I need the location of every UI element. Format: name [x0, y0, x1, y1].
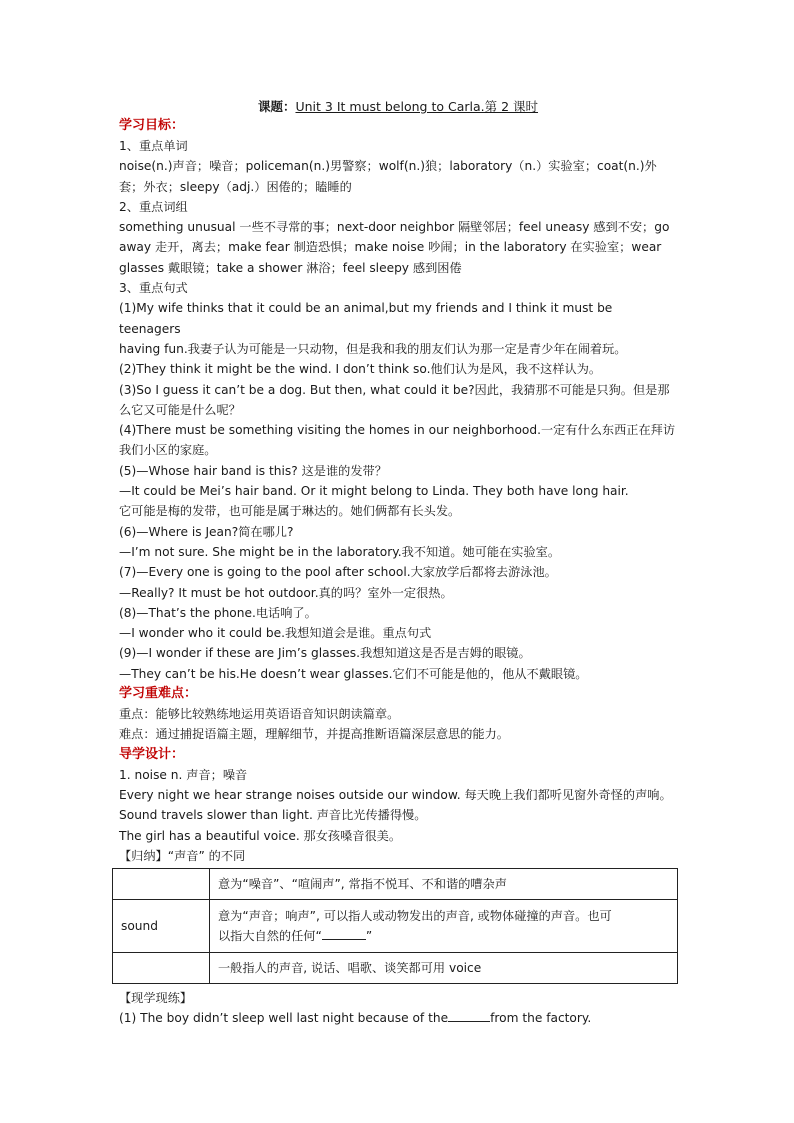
sentence-line: having fun.我妻子认为可能是一只动物，但是我和我的朋友们认为那一定是青少年在闹着玩。 — [119, 341, 627, 356]
question-text: (1) The boy didn’t sleep well last night because of the — [119, 1011, 449, 1026]
title-prefix: 课题： — [257, 99, 296, 114]
key-words-line: 套；外衣；sleepy（adj.）困倦的；瞌睡的 — [119, 179, 352, 194]
table-row — [113, 953, 678, 984]
key-phrases-line: glasses 戴眼镜；take a shower 淋浴；feel sleepy 感到困倦 — [119, 260, 462, 275]
cell-text: 以指大自然的任何“ — [218, 929, 322, 944]
table-cell — [113, 869, 210, 900]
practice-label: 【现学现练】 — [119, 991, 193, 1006]
example-sentence: Every night we hear strange noises outside our window. 每天晚上我们都听见窗外奇怪的声响。 — [119, 787, 672, 802]
table-row — [113, 900, 678, 953]
key-words-title: 1、重点单词 — [119, 139, 188, 153]
key-phrases-line: away 走开，离去；make fear 制造恐惧；make noise 吵闹；in the laboratory 在实验室；wear — [119, 240, 662, 255]
example-sentence: The girl has a beautiful voice. 那女孩嗓音很美。 — [119, 828, 402, 843]
lesson-title — [119, 98, 677, 116]
key-sentences-title: 3、重点句式 — [119, 281, 188, 296]
sentence-line: (2)They think it might be the wind. I don’t think so.他们认为是风，我不这样认为。 — [119, 362, 602, 377]
sentence-line: (6)—Where is Jean?简在哪儿? — [119, 524, 294, 539]
key-point: 重点：能够比较熟练地运用英语语音知识朗读篇章。 — [119, 707, 400, 722]
sentence-line: (5)—Whose hair band is this? 这是谁的发带？ — [119, 463, 387, 478]
sentence-line: —I’m not sure. She might be in the laboratory.我不知道。她可能在实验室。 — [119, 544, 561, 559]
key-phrases-title: 2、重点词组 — [119, 199, 188, 214]
comparison-table — [112, 868, 678, 984]
sentence-line: 我们小区的家庭。 — [119, 443, 217, 458]
sentence-line: —They can’t be his.He doesn’t wear glasses.它们不可能是他的，他从不戴眼镜。 — [119, 666, 588, 681]
difficulty-heading: 学习重难点： — [119, 686, 198, 702]
sentence-line: (8)—That’s the phone.电话响了。 — [119, 605, 317, 620]
table-cell — [210, 900, 678, 953]
cell-text: ” — [365, 929, 373, 944]
key-words-line: noise(n.)声音；噪音；policeman(n.)男警察；wolf(n.)狼；laboratory（n.）实验室；coat(n.)外 — [119, 159, 657, 174]
goals-heading: 学习目标： — [119, 118, 185, 133]
key-phrases-line: something unusual 一些不寻常的事；next-door neighbor 隔壁邻居；feel uneasy 感到不安；go — [119, 220, 670, 235]
fill-blank[interactable] — [448, 1009, 490, 1022]
summary-label: 【归纳】“声音” 的不同 — [119, 848, 246, 863]
fill-blank[interactable] — [322, 927, 366, 940]
sentence-line: —Really? It must be hot outdoor.真的吗？室外一定很热。 — [119, 585, 453, 600]
title-text: Unit 3 It must belong to Carla.第 2 课时 — [295, 99, 539, 114]
example-sentence: Sound travels slower than light. 声音比光传播得慢。 — [119, 808, 427, 823]
guide-heading: 导学设计： — [119, 746, 185, 762]
sentence-line: —It could be Mei’s hair band. Or it might belong to Linda. They both have long hair. — [119, 484, 629, 499]
sentence-line: (1)My wife thinks that it could be an animal,but my friends and I think it must be teenagers — [119, 301, 613, 336]
sentence-line: (9)—I wonder if these are Jim’s glasses.我想知道这是否是吉姆的眼镜。 — [119, 646, 531, 661]
table-cell: 意为“噪音”、“喧闹声”, 常指不悦耳、不和谐的嘈杂声 — [210, 869, 678, 900]
cell-text: 意为“声音；响声”, 可以指人或动物发出的声音, 或物体碰撞的声音。也可 — [218, 909, 612, 924]
vocab-item: 1. noise n. 声音；噪音 — [119, 767, 248, 782]
question-text: from the factory. — [490, 1011, 592, 1026]
sentence-line: (4)There must be something visiting the homes in our neighborhood.一定有什么东西正在拜访 — [119, 423, 676, 438]
table-row — [113, 869, 678, 900]
sentence-line: (7)—Every one is going to the pool after school.大家放学后都将去游泳池。 — [119, 565, 557, 580]
sentence-line: 么它又可能是什么呢？ — [119, 402, 241, 417]
table-cell — [113, 953, 210, 984]
sentence-line: 它可能是梅的发带，也可能是属于琳达的。她们俩都有长头发。 — [119, 504, 461, 519]
table-cell: sound — [113, 900, 210, 953]
sentence-line: —I wonder who it could be.我想知道会是谁。重点句式 — [119, 626, 432, 641]
sentence-line: (3)So I guess it can’t be a dog. But then, what could it be?因此，我猜那不可能是只狗。但是那 — [119, 382, 670, 397]
table-cell: 一般指人的声音, 说话、唱歌、谈笑都可用 voice — [210, 953, 678, 984]
practice-question — [119, 1008, 677, 1028]
hard-point: 难点：通过捕捉语篇主题，理解细节，并提高推断语篇深层意思的能力。 — [119, 727, 509, 742]
document-page — [119, 98, 677, 1029]
